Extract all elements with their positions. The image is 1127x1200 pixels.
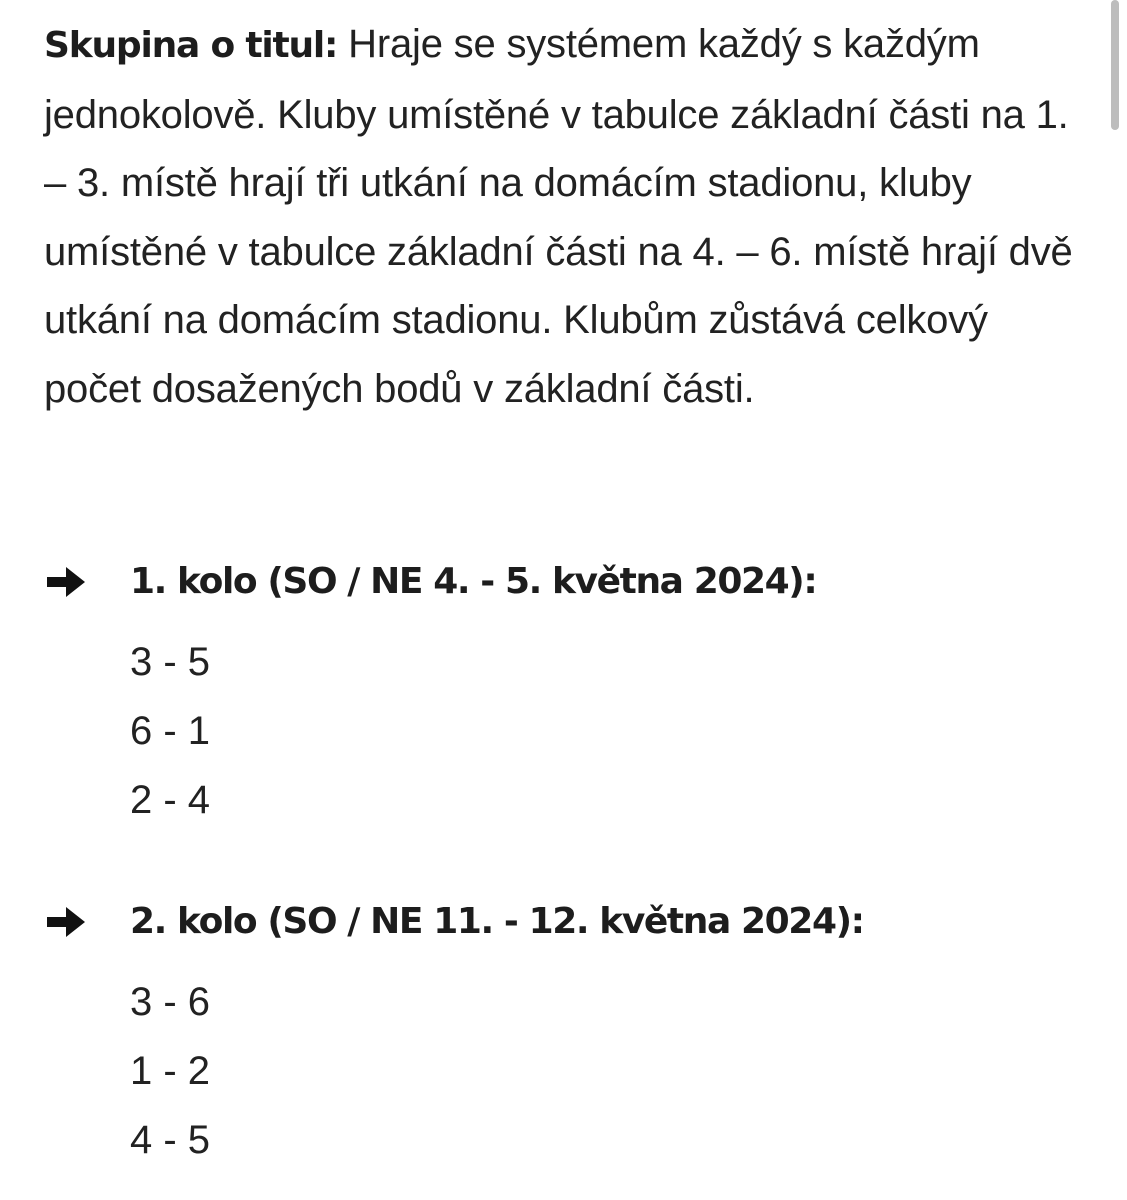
match-item: 3 - 5: [130, 640, 211, 684]
round-2: [44, 900, 1084, 1175]
match-item: 6 - 1: [130, 709, 211, 753]
arrow-right-icon: [44, 562, 88, 602]
match-item: 3 - 6: [130, 980, 211, 1024]
scrollbar-thumb[interactable]: [1111, 0, 1119, 130]
round-title: 1. kolo (SO / NE 4. - 5. května 2024):: [130, 561, 817, 602]
match-item: 1 - 2: [130, 1049, 211, 1093]
round-header: [44, 560, 1084, 628]
intro-paragraph: [44, 10, 1084, 423]
match-item: 4 - 5: [130, 1118, 211, 1162]
round-1: [44, 560, 1084, 835]
intro-lead: Skupina o titul:: [44, 25, 338, 66]
match-item: 2 - 4: [130, 778, 211, 822]
round-title: 2. kolo (SO / NE 11. - 12. května 2024):: [130, 901, 864, 942]
intro-text: Hraje se systémem každý s každým jednokolově. Kluby umístěné v tabulce základní části na 1. – 3. místě hrají tři utkání na domácím stadionu, kluby umístěné v tabulce základní části na 4. – 6. místě hrají dvě utkání na domácím stadionu. Klubům zůstává celkový počet dosažených bodů v základní části.: [44, 22, 1073, 411]
round-header: [44, 900, 1084, 968]
arrow-right-icon: [44, 902, 88, 942]
